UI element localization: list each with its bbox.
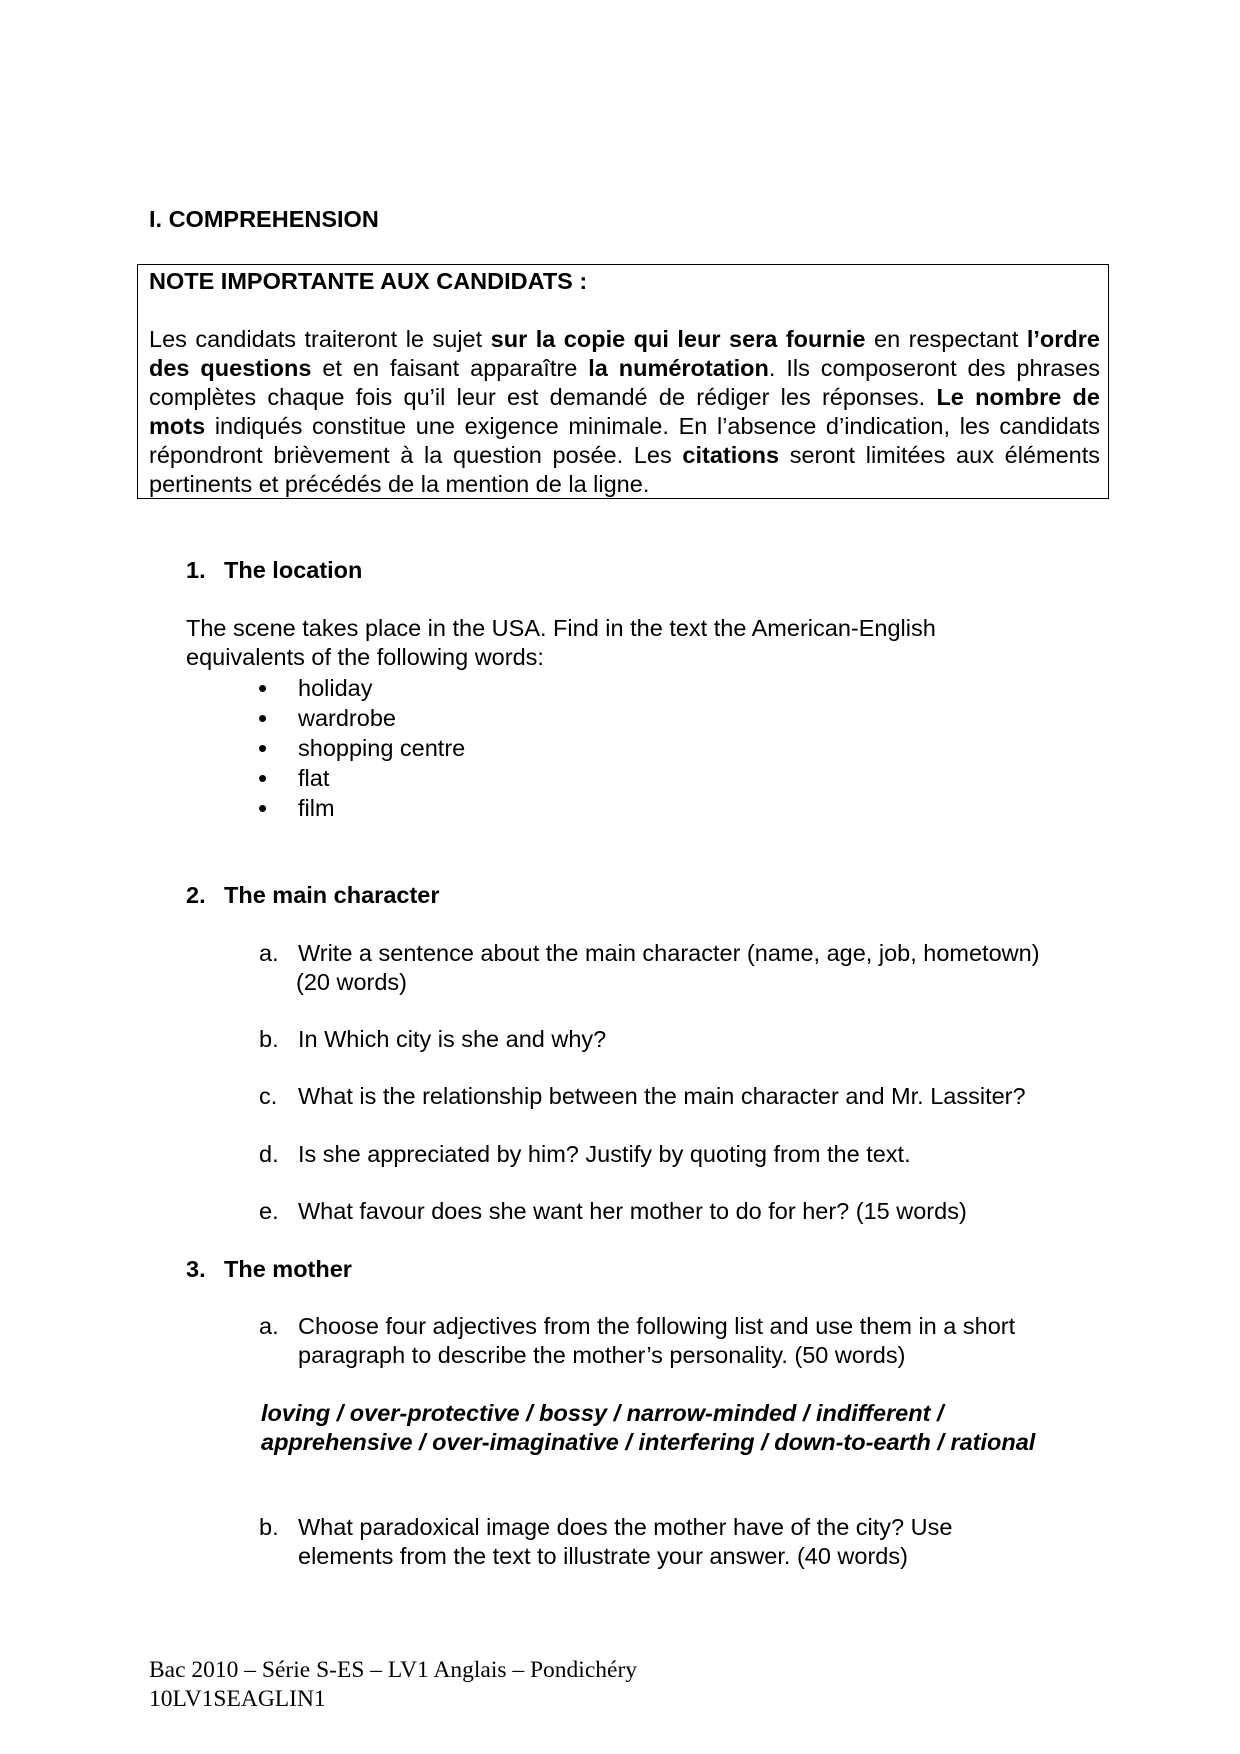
list-item: wardrobe bbox=[298, 705, 396, 731]
q2-number: 2. bbox=[186, 882, 206, 908]
note-title: NOTE IMPORTANTE AUX CANDIDATS : bbox=[149, 268, 588, 294]
list-item: flat bbox=[298, 765, 330, 791]
q2e-text: What favour does she want her mother to do for her? (15 words) bbox=[298, 1198, 967, 1224]
note-body bbox=[149, 325, 1100, 499]
bullet-icon: • bbox=[258, 703, 268, 733]
q3-title: The mother bbox=[224, 1256, 352, 1282]
note-text: seront limitées aux éléments pertinents et précédés de la mention de la ligne. bbox=[149, 442, 1100, 497]
q2b-letter: b. bbox=[259, 1026, 279, 1052]
q3b-line2: elements from the text to illustrate your answer. (40 words) bbox=[298, 1543, 908, 1569]
note-emphasis: l’ordre des questions bbox=[149, 326, 1100, 381]
list-item: shopping centre bbox=[298, 735, 466, 761]
note-text: indiqués constitue une exigence minimale. En l’absence d’indication, les candidats répondront brièvement à la question posée. Les bbox=[149, 413, 1100, 468]
q2a-letter: a. bbox=[259, 940, 279, 966]
note-emphasis: la numérotation bbox=[588, 355, 769, 381]
note-text: et en faisant apparaître bbox=[311, 355, 589, 381]
q3a-line2: paragraph to describe the mother’s personality. (50 words) bbox=[298, 1342, 906, 1368]
section-title: I. COMPREHENSION bbox=[149, 206, 379, 232]
q2a-line2: (20 words) bbox=[296, 969, 408, 995]
adjective-list-line2: apprehensive / over-imaginative / interfering / down-to-earth / rational bbox=[261, 1429, 1036, 1455]
note-text: en respectant bbox=[865, 326, 1027, 352]
list-item: film bbox=[298, 795, 335, 821]
q1-intro-line1: The scene takes place in the USA. Find in the text the American-English bbox=[186, 615, 936, 641]
footer-exam-info: Bac 2010 – Série S-ES – LV1 Anglais – Pondichéry bbox=[149, 1657, 638, 1683]
q2c-text: What is the relationship between the main character and Mr. Lassiter? bbox=[298, 1083, 1026, 1109]
footer-code: 10LV1SEAGLIN1 bbox=[149, 1686, 326, 1712]
q3a-letter: a. bbox=[259, 1313, 279, 1339]
note-emphasis: citations bbox=[682, 442, 780, 468]
q3a-line1: Choose four adjectives from the following list and use them in a short bbox=[298, 1313, 1016, 1339]
q3b-line1: What paradoxical image does the mother have of the city? Use bbox=[298, 1514, 953, 1540]
q2d-text: Is she appreciated by him? Justify by quoting from the text. bbox=[298, 1141, 911, 1167]
note-emphasis: sur la copie qui leur sera fournie bbox=[490, 326, 866, 352]
q2-title: The main character bbox=[224, 882, 440, 908]
bullet-icon: • bbox=[258, 793, 268, 823]
q3b-letter: b. bbox=[259, 1514, 279, 1540]
q1-number: 1. bbox=[186, 557, 206, 583]
note-text: . Ils composeront des phrases complètes chaque fois qu’il leur est demandé de rédiger les réponses. bbox=[149, 355, 1100, 410]
q3-number: 3. bbox=[186, 1256, 206, 1282]
list-item: holiday bbox=[298, 675, 373, 701]
q2a-line1: Write a sentence about the main character (name, age, job, hometown) bbox=[298, 940, 1040, 966]
note-emphasis: Le nombre de mots bbox=[149, 384, 1100, 439]
bullet-icon: • bbox=[258, 673, 268, 703]
q2d-letter: d. bbox=[259, 1141, 279, 1167]
note-text: Les candidats traiteront le sujet bbox=[149, 326, 491, 352]
adjective-list-line1: loving / over-protective / bossy / narrow-minded / indifferent / bbox=[261, 1400, 944, 1426]
bullet-icon: • bbox=[258, 733, 268, 763]
bullet-icon: • bbox=[258, 763, 268, 793]
q1-intro-line2: equivalents of the following words: bbox=[186, 644, 544, 670]
q2b-text: In Which city is she and why? bbox=[298, 1026, 607, 1052]
footer bbox=[149, 1656, 637, 1714]
q2c-letter: c. bbox=[259, 1083, 278, 1109]
q2e-letter: e. bbox=[259, 1198, 279, 1224]
q1-title: The location bbox=[224, 557, 363, 583]
